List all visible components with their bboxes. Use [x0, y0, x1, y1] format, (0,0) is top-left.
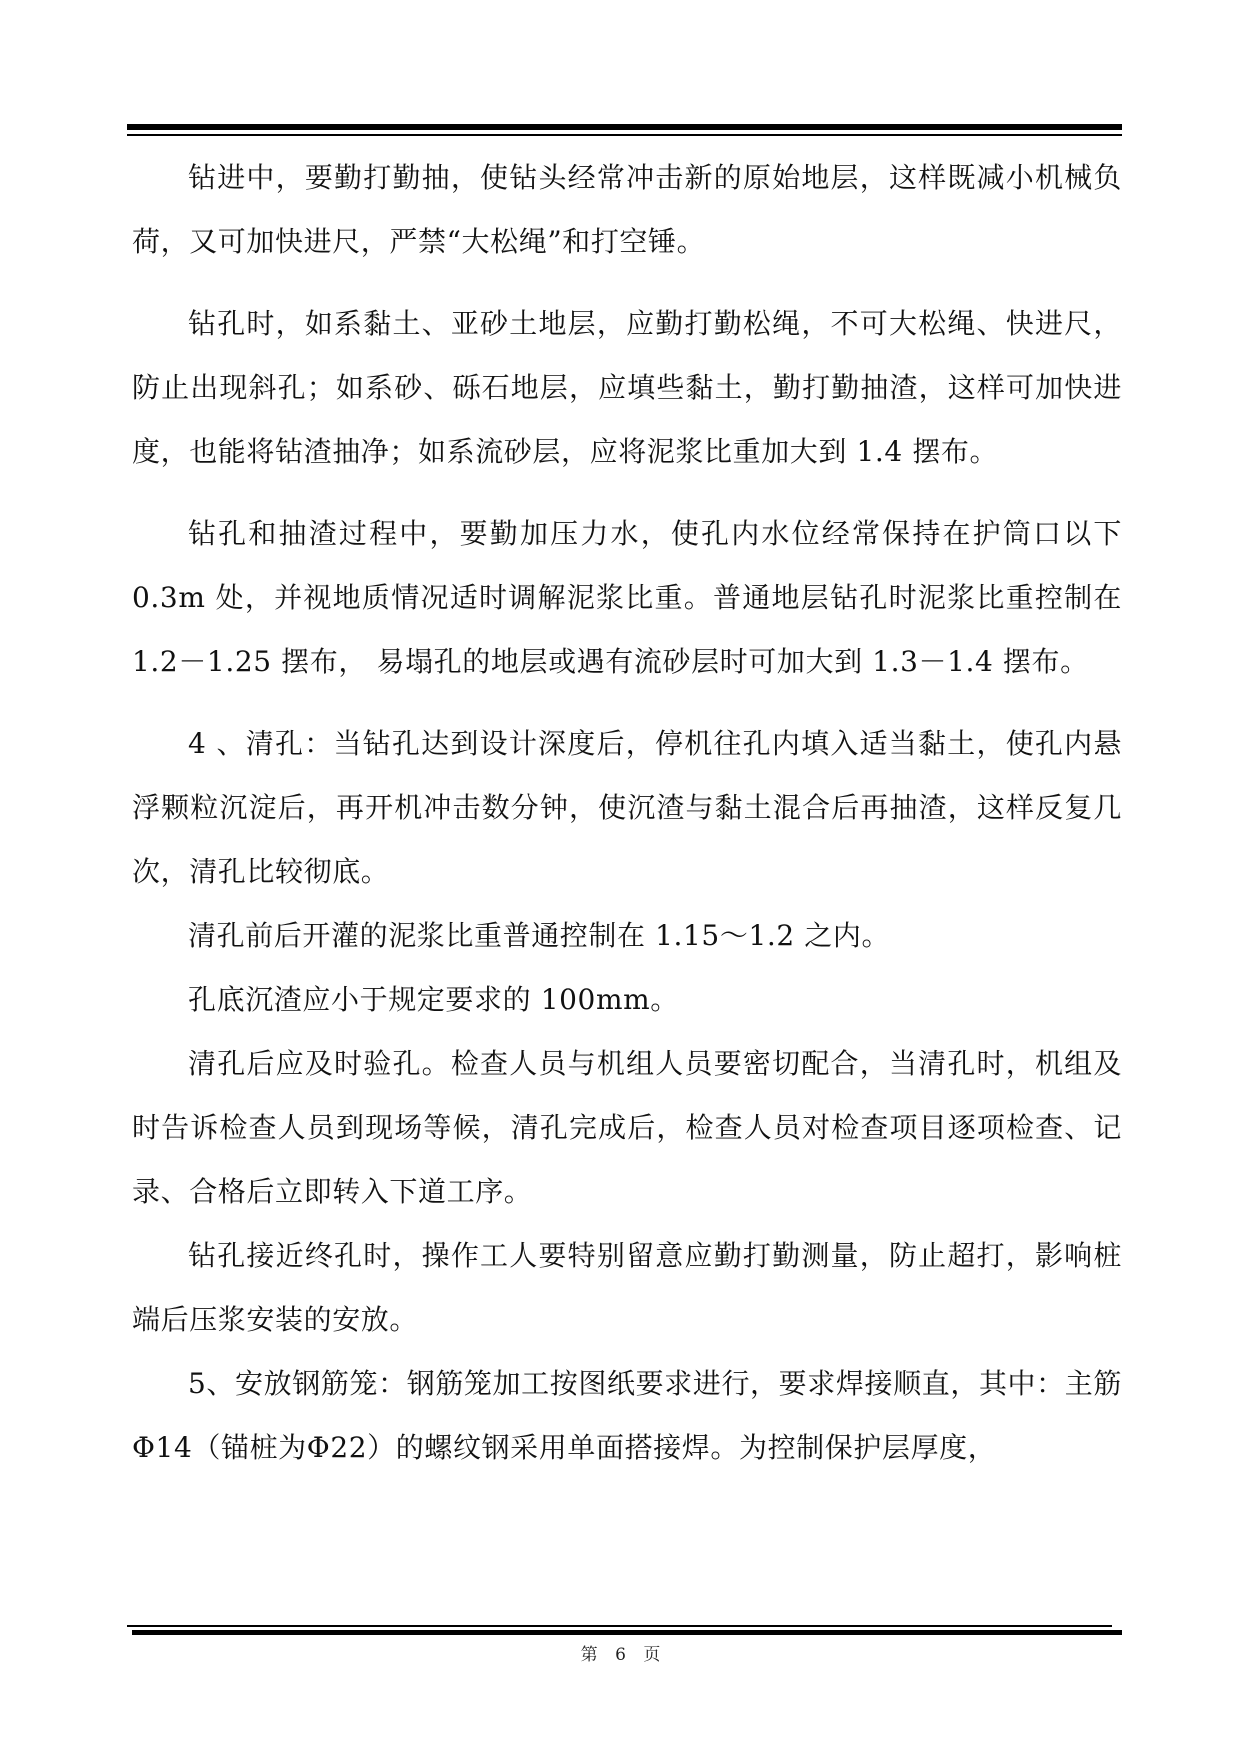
paragraph-clay-sand-layers: 钻孔时，如系黏土、亚砂土地层，应勤打勤松绳，不可大松绳、快进尺，防止出现斜孔；如系砂、砾石地层，应填些黏土，勤打勤抽渣，这样可加快进度，也能将钻渣抽净；如系流砂层，应将泥浆比重加大到 1.4 摆布。: [132, 307, 1122, 468]
paragraph-sediment-limit: 孔底沉渣应小于规定要求的 100mm。: [188, 983, 679, 1016]
page-footer: [0, 1640, 1241, 1665]
paragraph-pressure-water: 钻孔和抽渣过程中，要勤加压力水，使孔内水位经常保持在护筒口以下 0.3m 处，并视地质情况适时调解泥浆比重。普通地层钻孔时泥浆比重控制在 1.2－1.25 摆布， 易塌孔的地层或遇有流砂层时可加大到 1.3－1.4 摆布。: [132, 517, 1122, 678]
paragraph-hole-inspection: 清孔后应及时验孔。检查人员与机组人员要密切配合，当清孔时，机组及时告诉检查人员到现场等候，清孔完成后，检查人员对检查项目逐项检查、记录、合格后立即转入下道工序。: [132, 1047, 1122, 1208]
paragraph-mud-density: 清孔前后开灌的泥浆比重普通控制在 1.15～1.2 之内。: [188, 919, 891, 952]
paragraph-drilling-advance: 钻进中，要勤打勤抽，使钻头经常冲击新的原始地层，这样既减小机械负荷，又可加快进尺，严禁“大松绳”和打空锤。: [132, 161, 1122, 258]
footer-rule-thick: [132, 1630, 1122, 1635]
paragraph-reinforcement-cage: 5、安放钢筋笼：钢筋笼加工按图纸要求进行，要求焊接顺直，其中：主筋Φ14（锚桩为Φ22）的螺纹钢采用单面搭接焊。为控制保护层厚度，: [132, 1367, 1122, 1464]
footer-suffix: 页: [643, 1645, 661, 1665]
header-rule-thin: [127, 134, 1122, 136]
header-rule-thick: [127, 124, 1122, 130]
footer-prefix: 第: [580, 1645, 598, 1665]
paragraph-hole-cleaning: 4 、清孔：当钻孔达到设计深度后，停机往孔内填入适当黏土，使孔内悬浮颗粒沉淀后，再开机冲击数分钟，使沉渣与黏土混合后再抽渣，这样反复几次，清孔比较彻底。: [132, 727, 1122, 888]
page-number: 6: [615, 1645, 626, 1665]
paragraph-final-hole: 钻孔接近终孔时，操作工人要特别留意应勤打勤测量，防止超打，影响桩端后压浆安装的安放。: [132, 1239, 1122, 1336]
page-body: [132, 146, 1122, 1480]
footer-rule-thin: [127, 1625, 1112, 1627]
